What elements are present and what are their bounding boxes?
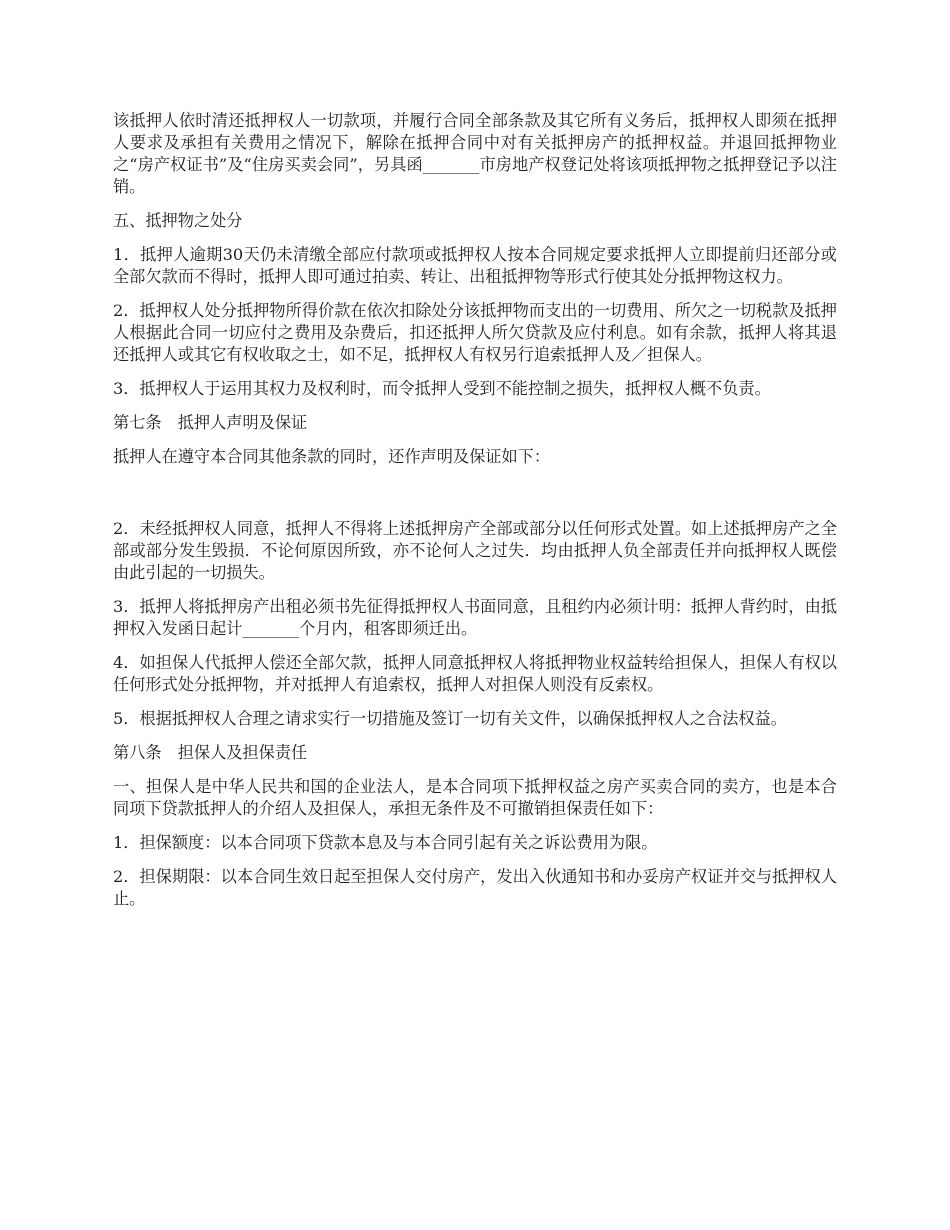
- section-heading-disposal: 五、抵押物之处分: [113, 211, 243, 230]
- paragraph-declaration-intro: 抵押人在遵守本合同其他条款的同时，还作声明及保证如下：: [113, 447, 551, 466]
- paragraph-release-of-mortgage: 该抵押人依时清还抵押权人一切款项，并履行合同全部条款及其它所有义务后，抵押权人即须在抵押人要求及承担有关费用之情况下，解除在抵押合同中对有关抵押房产的抵押权益。并退回抵押物业之“房产权证书”及“住房买卖会同”，另具函_______市房地产权登记处将该项抵押物之抵押登记予以注销。: [113, 111, 837, 196]
- blank-gap: [113, 480, 837, 518]
- paragraph-guarantee-amount: 1．担保额度：以本合同项下贷款本息及与本合同引起有关之诉讼费用为限。: [113, 833, 658, 852]
- paragraph-declaration-5: 5．根据抵押权人合理之请求实行一切措施及签订一切有关文件，以确保抵押权人之合法权益。: [113, 709, 787, 728]
- paragraph-guarantee-period: 2．担保期限：以本合同生效日起至担保人交付房产，发出入伙通知书和办妥房产权证并交与抵押权人止。: [113, 867, 837, 908]
- article-heading-7: 第七条 抵押人声明及保证: [113, 413, 308, 432]
- paragraph-declaration-4: 4．如担保人代抵押人偿还全部欠款，抵押人同意抵押权人将抵押物业权益转给担保人，担保人有权以任何形式处分抵押物，并对抵押人有追索权，抵押人对担保人则没有反索权。: [113, 653, 837, 694]
- paragraph-declaration-3: 3．抵押人将抵押房产出租必须书先征得抵押权人书面同意，且租约内必须计明：抵押人背约时，由抵押权入发函日起计_______个月内，租客即须迁出。: [113, 597, 837, 638]
- paragraph-disposal-2: 2．抵押权人处分抵押物所得价款在依次扣除处分该抵押物而支出的一切费用、所欠之一切税款及抵押人根据此合同一切应付之费用及杂费后，扣还抵押人所欠贷款及应付利息。如有余款，抵押人将其退还抵押人或其它有权收取之士，如不足，抵押权人有权另行追索抵押人及／担保人。: [113, 301, 837, 364]
- document-body: [113, 110, 837, 922]
- paragraph-disposal-1: 1．抵押人逾期30天仍未清缴全部应付款项或抵押权人按本合同规定要求抵押人立即提前归还部分或全部欠款而不得时，抵押人即可通过拍卖、转让、出租抵押物等形式行使其处分抵押物这权力。: [113, 245, 837, 286]
- paragraph-guarantor-intro: 一、担保人是中华人民共和国的企业法人，是本合同项下抵押权益之房产买卖合同的卖方，也是本合同项下贷款抵押人的介绍人及担保人，承担无条件及不可撤销担保责任如下：: [113, 777, 837, 818]
- paragraph-disposal-3: 3．抵押权人于运用其权力及权利时，而令抵押人受到不能控制之损失，抵押权人概不负责。: [113, 379, 771, 398]
- paragraph-declaration-2: 2．未经抵押权人同意，抵押人不得将上述抵押房产全部或部分以任何形式处置。如上述抵押房产之全部或部分发生毁损．不论何原因所致，亦不论何人之过失．均由抵押人负全部责任并向抵押权人既偿由此引起的一切损失。: [113, 519, 837, 582]
- article-heading-8: 第八条 担保人及担保责任: [113, 743, 308, 762]
